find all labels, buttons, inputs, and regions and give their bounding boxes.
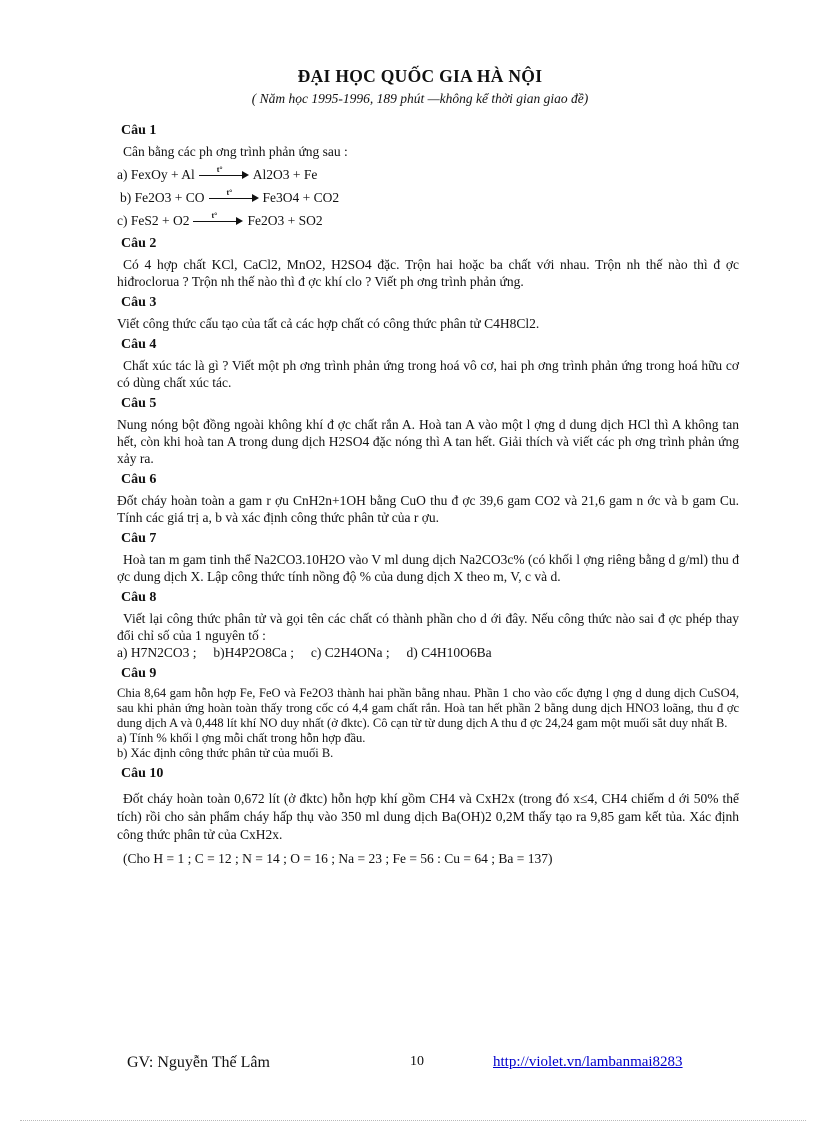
equation-c [117, 212, 739, 229]
questions-body [117, 118, 739, 867]
equation-right: Fe3O4 + CO2 [262, 190, 340, 205]
equation-right: Fe2O3 + SO2 [247, 213, 323, 228]
question-text: Có 4 hợp chất KCl, CaCl2, MnO2, H2SO4 đặc. Trộn hai hoặc ba chất với nhau. Trộn nh thế nào thì đ ợc hiđroclorua ? Trộn nh thế nào thì đ ợc khí clo ? Viết ph ơng trình phản ứng. [117, 257, 739, 289]
question-sub-a: a) Tính % khối l ợng mỗi chất trong hỗn hợp đầu. [117, 731, 366, 745]
question-options: a) H7N2CO3 ; b)H4P2O8Ca ; c) C2H4ONa ; d) C4H10O6Ba [117, 645, 492, 660]
question-5 [117, 395, 739, 467]
question-heading: Câu 10 [121, 766, 164, 781]
footer-link[interactable]: http://violet.vn/lambanmai8283 [493, 1054, 683, 1070]
author-name: GV: Nguyễn Thế Lâm [127, 1054, 270, 1071]
question-7 [117, 530, 739, 585]
heat-label: t° [216, 164, 223, 174]
question-9 [117, 665, 739, 761]
question-3 [117, 294, 739, 332]
question-heading: Câu 9 [121, 666, 157, 681]
equation-a [117, 166, 739, 183]
equation-left: b) Fe2O3 + CO [120, 190, 205, 205]
question-text: Đốt cháy hoàn toàn 0,672 lít (ở đktc) hỗn hợp khí gồm CH4 và CxH2x (trong đó x≤4, CH4 chiếm d ới 50% thể tích) rồi cho sản phẩm cháy hấp thụ vào 350 ml dung dịch Ba(OH)2 0,2M thấy tạo ra 9,85 gam kết tủa. Xác định công thức phân tử của CxH2x. [117, 791, 739, 842]
question-text: Viết công thức cấu tạo của tất cả các hợp chất có công thức phân tử C4H8Cl2. [117, 316, 540, 331]
question-heading: Câu 6 [121, 472, 157, 487]
question-text: Cân bằng các ph ơng trình phản ứng sau : [123, 144, 348, 159]
reaction-arrow-icon [199, 164, 249, 180]
question-heading: Câu 4 [121, 337, 157, 352]
reaction-arrow-icon [209, 187, 259, 203]
question-heading: Câu 1 [121, 123, 157, 138]
question-text: Hoà tan m gam tinh thể Na2CO3.10H2O vào V ml dung dịch Na2CO3c% (có khối l ợng riêng bằng d g/ml) thu đ ợc dung dịch X. Lập công thức tính nồng độ % của dung dịch X theo m, V, c và d. [117, 552, 739, 584]
question-6 [117, 471, 739, 526]
question-2 [117, 235, 739, 290]
question-8 [117, 589, 739, 661]
page-title: ĐẠI HỌC QUỐC GIA HÀ NỘI [297, 66, 543, 86]
equation-b [117, 189, 739, 206]
heat-label: t° [226, 187, 233, 197]
question-heading: Câu 3 [121, 295, 157, 310]
question-heading: Câu 2 [121, 236, 157, 251]
question-heading: Câu 7 [121, 531, 157, 546]
page-subtitle: ( Năm học 1995-1996, 189 phút —không kể thời gian giao đề) [251, 91, 589, 106]
atomic-masses: (Cho H = 1 ; C = 12 ; N = 14 ; O = 16 ; Na = 23 ; Fe = 56 : Cu = 64 ; Ba = 137) [123, 851, 553, 866]
equation-left: a) FexOy + Al [117, 167, 195, 182]
question-text: Chia 8,64 gam hỗn hợp Fe, FeO và Fe2O3 thành hai phần bằng nhau. Phần 1 cho vào cốc đựng l ợng d dung dịch CuSO4, sau khi phản ứng hoàn toàn thấy trong cốc có 4,4 gam chất rắn. Hoà tan hết phần 2 bằng dung dịch HNO3 loãng, thu đ ợc dung dịch A và 0,448 lít khí NO duy nhất (ở đktc). Cô cạn từ từ dung dịch A thu đ ợc 24,24 gam một muối sắt duy nhất B. [117, 686, 739, 730]
page-divider [20, 1120, 806, 1121]
question-text: Nung nóng bột đồng ngoài không khí đ ợc chất rắn A. Hoà tan A vào một l ợng d dung dịch HCl thì A không tan hết, còn khi hoà tan A trong dung dịch H2SO4 đặc nóng thì A tan hết. Giải thích và viết các ph ơng trình phản ứng xảy ra. [117, 417, 739, 466]
question-heading: Câu 5 [121, 396, 157, 411]
question-sub-b: b) Xác định công thức phân tử của muối B. [117, 746, 334, 760]
question-1 [117, 122, 739, 229]
page-number: 10 [410, 1054, 424, 1069]
question-text: Đốt cháy hoàn toàn a gam r ợu CnH2n+1OH bằng CuO thu đ ợc 39,6 gam CO2 và 21,6 gam n ớc và b gam Cu. Tính các giá trị a, b và xác định công thức phân tử của r ợu. [117, 493, 739, 525]
heat-label: t° [211, 210, 218, 220]
question-heading: Câu 8 [121, 590, 157, 605]
question-10 [117, 765, 739, 867]
reaction-arrow-icon [193, 210, 243, 226]
question-4 [117, 336, 739, 391]
question-text: Viết lại công thức phân tử và gọi tên các chất có thành phần cho d ới đây. Nếu công thức nào sai đ ợc phép thay đổi chỉ số của 1 nguyên tố : [117, 611, 739, 643]
equation-left: c) FeS2 + O2 [117, 213, 190, 228]
equation-right: Al2O3 + Fe [252, 167, 318, 182]
question-text: Chất xúc tác là gì ? Viết một ph ơng trình phản ứng trong hoá vô cơ, hai ph ơng trình phản ứng trong hoá hữu cơ có dùng chất xúc tác. [117, 358, 739, 390]
page-footer [0, 1054, 816, 1078]
